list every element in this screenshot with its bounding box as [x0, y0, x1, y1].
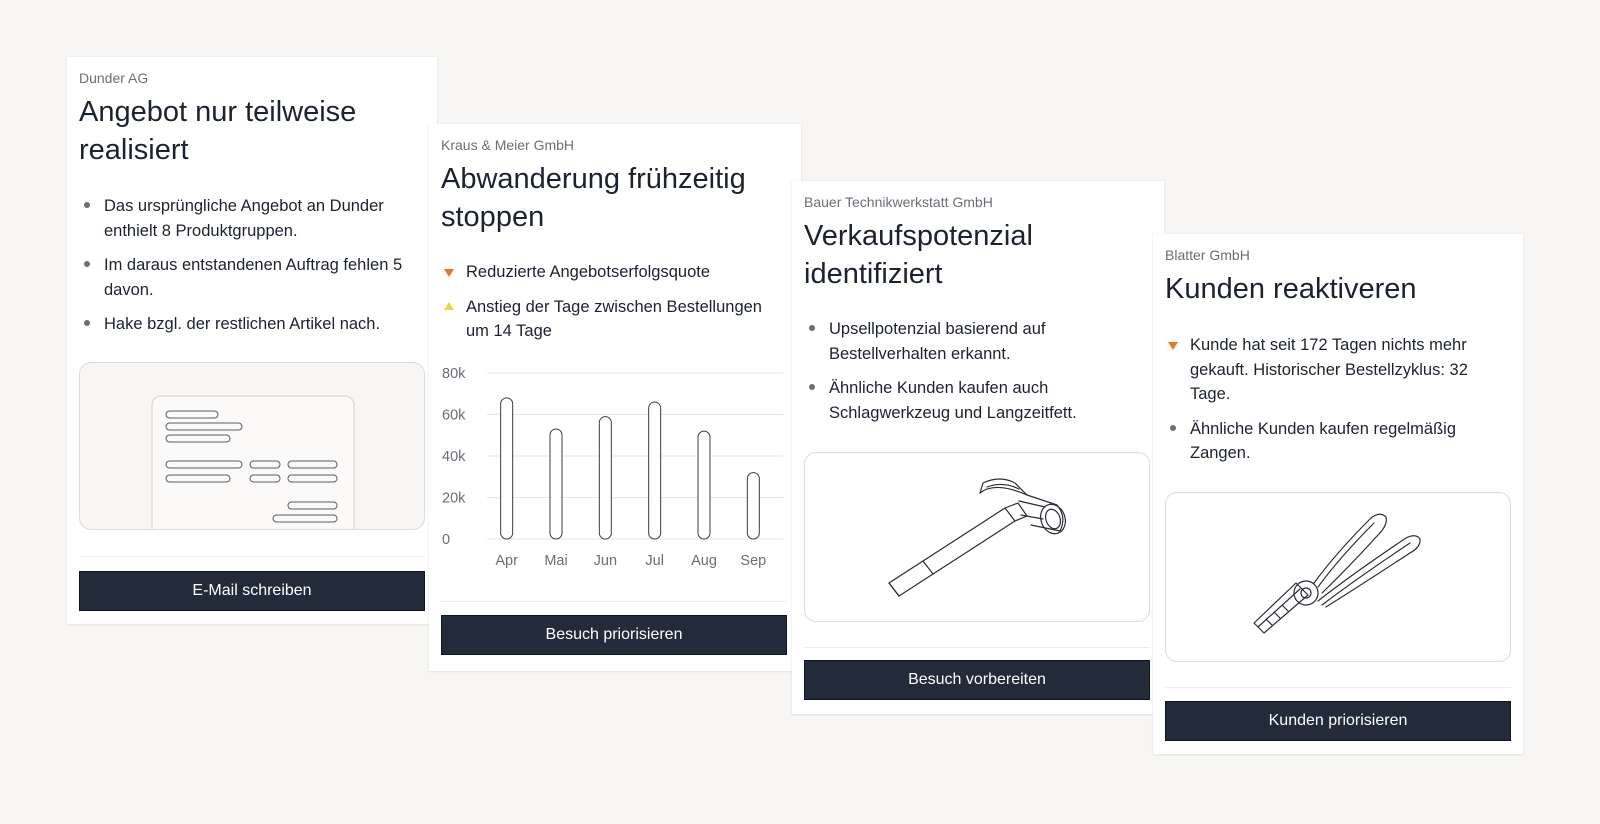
company-name: Blatter GmbH: [1165, 247, 1250, 263]
trend-up-icon: [444, 302, 454, 310]
list-item: [804, 376, 1154, 425]
list-item-line: Hake bzgl. der restlichen Artikel nach.: [104, 315, 381, 333]
y-tick-label: 60k: [442, 407, 466, 424]
insight-card-blatter: [1153, 234, 1523, 754]
list-item-line: davon.: [104, 280, 154, 299]
list-item-line: enthielt 8 Produktgruppen.: [104, 221, 298, 240]
y-tick-label: 0: [442, 532, 451, 548]
bullet-dot-icon: [809, 325, 815, 331]
divider: [441, 601, 787, 602]
list-item-line: Im daraus entstandenen Auftrag fehlen 5: [104, 256, 403, 274]
card-title-line: identifiziert: [804, 258, 943, 290]
bar: [501, 398, 513, 539]
insight-card-kraus-meier: [429, 124, 801, 671]
insight-list: [1165, 333, 1515, 476]
order-bar-chart: [439, 365, 789, 590]
insight-list: [804, 317, 1154, 435]
y-tick-label: 40k: [442, 449, 466, 465]
list-item: [804, 317, 1154, 366]
company-name: Bauer Technikwerkstatt GmbH: [804, 194, 993, 210]
hammer-illustration: [804, 452, 1150, 622]
insight-card-bauer: [792, 181, 1164, 714]
list-item-line: Tage.: [1190, 385, 1231, 403]
list-item-line: Anstieg der Tage zwischen Bestellungen: [466, 297, 762, 316]
y-tick-label: 20k: [442, 490, 466, 507]
prioritize-visit-button[interactable]: Besuch priorisieren: [441, 615, 787, 655]
list-item-line: Ähnliche Kunden kaufen auch: [829, 379, 1049, 397]
x-tick-label: Mai: [544, 553, 568, 569]
list-item: [79, 312, 429, 337]
list-item-line: um 14 Tage: [466, 322, 552, 340]
bullet-dot-icon: [84, 320, 90, 326]
list-item-line: Zangen.: [1190, 444, 1251, 462]
y-tick-label: 80k: [442, 366, 466, 382]
bar: [649, 402, 661, 539]
company-name: Dunder AG: [79, 70, 149, 86]
list-item-line: Kunde hat seit 172 Tagen nichts mehr: [1190, 336, 1467, 354]
x-tick-label: Jun: [593, 553, 618, 569]
insight-card-dunder: [67, 57, 437, 624]
x-tick-label: Sep: [740, 553, 767, 569]
list-item-line: Schlagwerkzeug und Langzeitfett.: [829, 403, 1077, 422]
trend-down-icon: [1168, 342, 1178, 350]
list-item-line: Reduzierte Angebotserfolgsquote: [466, 263, 711, 281]
list-item-line: Bestellverhalten erkannt.: [829, 344, 1011, 363]
list-item: [441, 260, 791, 285]
bar: [550, 429, 562, 539]
card-title-line: Angebot nur teilweise: [79, 96, 357, 128]
x-tick-label: Apr: [495, 553, 518, 569]
prepare-visit-button[interactable]: Besuch vorbereiten: [804, 660, 1150, 700]
x-tick-label: Aug: [691, 553, 717, 569]
company-name: Kraus & Meier GmbH: [441, 137, 575, 153]
pliers-icon: [1166, 493, 1511, 662]
list-item: [79, 253, 429, 302]
insight-list: [79, 194, 429, 347]
list-item: [441, 295, 791, 344]
x-tick-label: Jul: [645, 553, 664, 569]
bullet-dot-icon: [809, 384, 815, 390]
card-title-line: realisiert: [79, 134, 189, 166]
card-title-line: Verkaufspotenzial: [804, 220, 1033, 252]
card-title: [441, 160, 746, 236]
bullet-dot-icon: [1170, 425, 1176, 431]
divider: [79, 556, 425, 557]
card-title-line: Abwanderung frühzeitig: [441, 163, 746, 195]
pliers-illustration: [1165, 492, 1511, 662]
bullet-dot-icon: [84, 261, 90, 267]
document-list-illustration: [79, 362, 425, 530]
bar: [599, 417, 611, 539]
bar: [698, 431, 710, 539]
insight-list: [441, 260, 791, 354]
card-title-line: stoppen: [441, 201, 545, 233]
document-list-icon: [80, 363, 425, 530]
list-item: [1165, 417, 1515, 466]
bar: [747, 473, 759, 539]
list-item: [79, 194, 429, 243]
card-title: [1165, 270, 1417, 308]
write-email-button[interactable]: E-Mail schreiben: [79, 571, 425, 611]
list-item-line: Upsellpotenzial basierend auf: [829, 320, 1046, 338]
list-item-line: Ähnliche Kunden kaufen regelmäßig: [1190, 419, 1457, 438]
list-item-line: Das ursprüngliche Angebot an Dunder: [104, 197, 384, 215]
hammer-icon: [805, 453, 1150, 622]
list-item-line: gekauft. Historischer Bestellzyklus: 32: [1190, 360, 1468, 379]
card-title: [79, 93, 356, 169]
bullet-dot-icon: [84, 202, 90, 208]
divider: [804, 647, 1150, 648]
prioritize-customer-button[interactable]: Kunden priorisieren: [1165, 701, 1511, 741]
list-item: [1165, 333, 1515, 407]
card-title-line: Kunden reaktiveren: [1165, 273, 1417, 305]
trend-down-icon: [444, 269, 454, 277]
card-title: [804, 217, 1033, 293]
divider: [1165, 687, 1511, 688]
